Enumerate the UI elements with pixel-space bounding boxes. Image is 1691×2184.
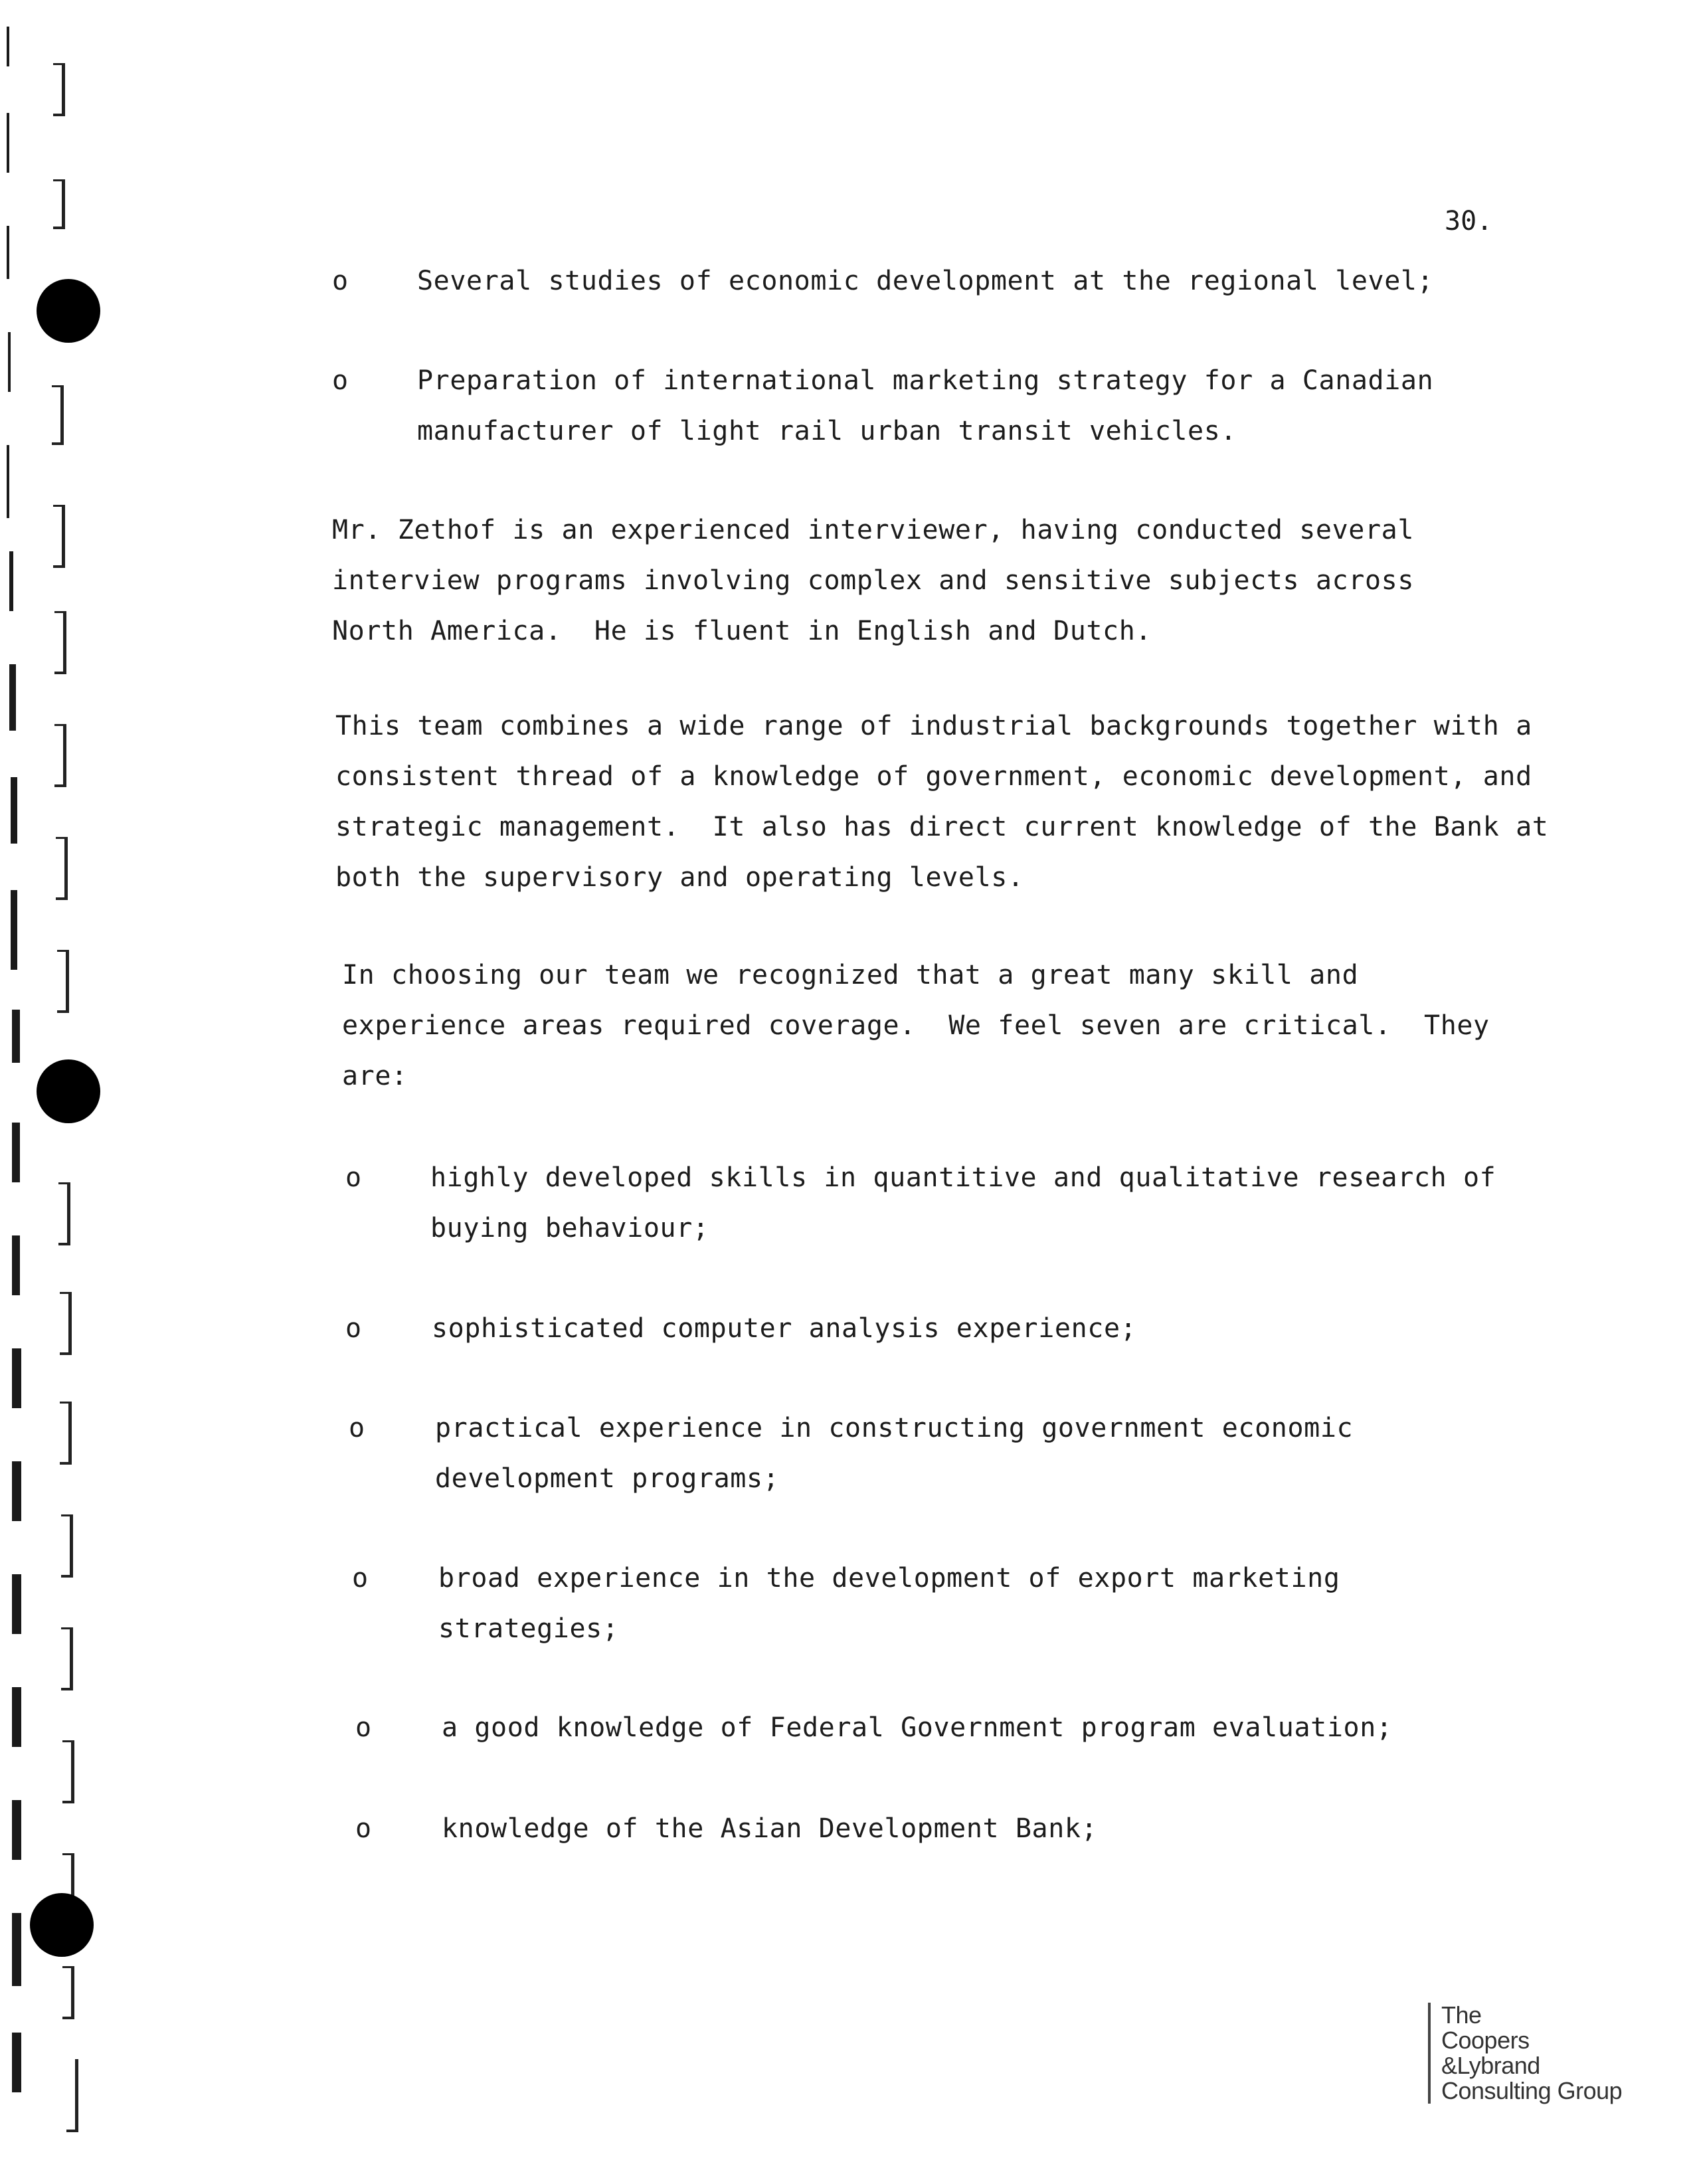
binding-bracket: [62, 1966, 74, 2019]
binding-bar: [7, 27, 9, 66]
binding-bar: [12, 2033, 21, 2092]
binding-bar: [12, 1574, 21, 1634]
bullet-text: highly developed skills in quantitive and qualitative research of buying behaviour;: [430, 1162, 1496, 1243]
binding-bracket: [61, 1627, 73, 1690]
bullet-marker: o: [345, 1313, 362, 1344]
logo-line: &Lybrand: [1441, 2052, 1540, 2079]
coopers-lybrand-logo: [1428, 2003, 1622, 2104]
bullet-text: knowledge of the Asian Development Bank;: [442, 1813, 1098, 1844]
binding-bar: [12, 1913, 21, 1986]
binding-bracket: [58, 1182, 70, 1245]
paragraph-team: This team combines a wide range of industrial backgrounds together with a consistent thread of a knowledge of government, economic development, and strategic management. It also has direct current knowledge of the Bank at both the supervisory and operating levels.: [335, 711, 1565, 893]
binding-bar: [12, 1123, 20, 1182]
bullet-text: broad experience in the development of export marketing strategies;: [438, 1563, 1340, 1644]
binding-bracket: [57, 950, 69, 1013]
logo-line: Consulting Group: [1441, 2077, 1623, 2104]
bullet-text: practical experience in constructing government economic development programs;: [435, 1413, 1354, 1494]
binding-bracket: [54, 611, 66, 674]
bullet-text: sophisticated computer analysis experience;: [432, 1313, 1137, 1344]
paragraph-zethof: Mr. Zethof is an experienced interviewer, having conducted several interview programs involving complex and sensitive subjects across North America. He is fluent in English and Dutch.: [332, 515, 1431, 646]
binding-bar: [7, 113, 9, 173]
binding-bracket: [60, 1402, 72, 1465]
binding-bar: [8, 332, 11, 392]
bullet-text: Preparation of international marketing strategy for a Canadian manufacturer of light rail urban transit vehicles.: [417, 365, 1434, 446]
binding-bar: [12, 1348, 21, 1408]
bullet-text: Several studies of economic development at the regional level;: [417, 266, 1434, 296]
binding-bar: [12, 1235, 20, 1295]
binding-bracket: [53, 179, 65, 229]
binding-bracket: [60, 1292, 72, 1355]
page-number: 30.: [1445, 206, 1493, 236]
binding-bar: [7, 445, 9, 518]
binding-bracket: [53, 63, 65, 116]
binding-margin: [0, 0, 106, 2184]
binding-bar: [9, 551, 13, 611]
binding-bracket: [54, 724, 66, 787]
binding-bracket: [53, 505, 65, 568]
binding-bracket: [56, 837, 68, 900]
binding-bar: [12, 1461, 21, 1521]
punch-hole: [37, 279, 100, 343]
bullet-marker: o: [355, 1712, 372, 1743]
punch-hole: [30, 1893, 94, 1957]
bullet-marker: o: [349, 1413, 365, 1443]
binding-bar: [12, 1687, 21, 1747]
binding-bar: [12, 1010, 20, 1063]
binding-bracket: [62, 1740, 74, 1803]
bullet-text: a good knowledge of Federal Government program evaluation;: [442, 1712, 1393, 1743]
bullet-marker: o: [352, 1563, 369, 1593]
bullet-marker: o: [332, 266, 349, 296]
binding-bracket: [52, 385, 64, 445]
logo-line: The: [1441, 2001, 1482, 2029]
logo-line: Coopers: [1441, 2027, 1530, 2054]
binding-bar: [11, 890, 17, 970]
binding-bar: [12, 1800, 21, 1860]
binding-bar: [7, 226, 9, 279]
paragraph-skills-intro: In choosing our team we recognized that a great many skill and experience areas required coverage. We feel seven are critical. They are:: [342, 960, 1506, 1091]
bullet-marker: o: [332, 365, 349, 396]
binding-bracket: [61, 1514, 73, 1578]
bullet-marker: o: [345, 1162, 362, 1193]
binding-bar: [11, 777, 17, 844]
punch-hole: [37, 1059, 100, 1123]
bullet-marker: o: [355, 1813, 372, 1844]
binding-bar: [9, 664, 16, 731]
binding-bracket: [66, 2059, 78, 2132]
